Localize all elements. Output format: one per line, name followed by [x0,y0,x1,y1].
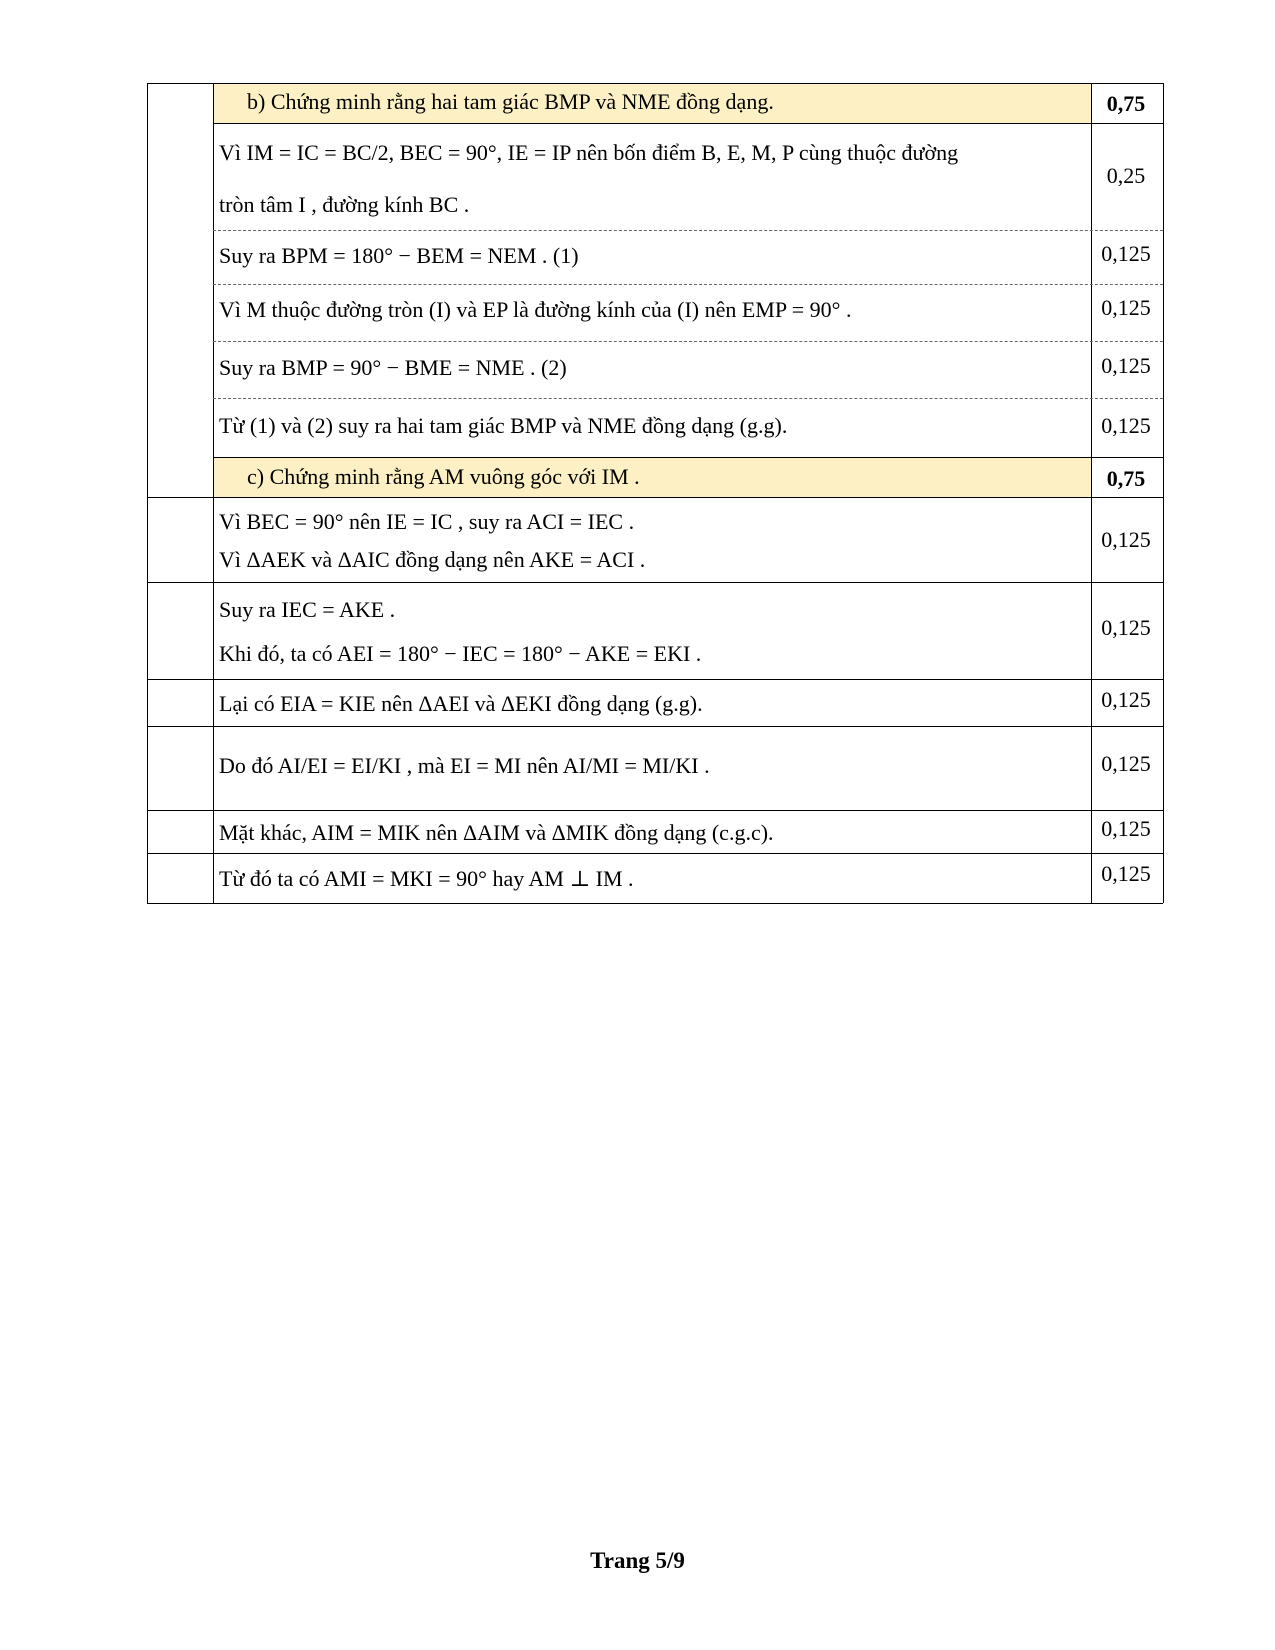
score-b-total: 0,75 [1106,91,1146,116]
step-c3: Lại có EIA = KIE nên ΔAEI và ΔEKI đồng dạng (g.g). [219,691,703,716]
part-b-heading: b) Chứng minh rằng hai tam giác BMP và NME đồng dạng. [247,89,774,114]
step-c2-line2: Khi đó, ta có AEI = 180° − IEC = 180° − AKE = EKI . [219,641,702,666]
step-b2: Suy ra BPM = 180° − BEM = NEM . (1) [219,243,579,268]
score-c2: 0,125 [1101,615,1151,640]
step-b1 [219,127,1087,231]
score-b1: 0,25 [1106,163,1146,188]
answer-table [147,83,1163,903]
page-number: Trang 5/9 [590,1548,685,1573]
score-b5: 0,125 [1101,413,1151,438]
step-c6: Từ đó ta có AMI = MKI = 90° hay AM ⊥ IM . [219,866,634,891]
step-b5: Từ (1) và (2) suy ra hai tam giác BMP và NME đồng dạng (g.g). [219,413,788,438]
score-c5: 0,125 [1101,816,1151,841]
score-c-total: 0,75 [1106,466,1146,491]
step-c1-line2: Vì ΔAEK và ΔAIC đồng dạng nên AKE = ACI . [219,547,646,572]
score-b2: 0,125 [1101,241,1151,266]
step-c5: Mặt khác, AIM = MIK nên ΔAIM và ΔMIK đồng dạng (c.g.c). [219,820,774,845]
score-c3: 0,125 [1101,687,1151,712]
step-c1 [219,503,1087,579]
step-b1-line1: Vì IM = IC = BC/2, BEC = 90°, IE = IP nên bốn điểm B, E, M, P cùng thuộc đường [219,140,959,165]
score-c4: 0,125 [1101,751,1151,776]
step-b1-line2: tròn tâm I , đường kính BC . [219,192,470,217]
part-c-heading: c) Chứng minh rằng AM vuông góc với IM . [247,464,640,489]
step-b4: Suy ra BMP = 90° − BME = NME . (2) [219,355,567,380]
step-c4: Do đó AI/EI = EI/KI , mà EI = MI nên AI/MI = MI/KI . [219,753,710,778]
step-c2 [219,588,1087,676]
score-b4: 0,125 [1101,353,1151,378]
step-c2-line1: Suy ra IEC = AKE . [219,597,396,622]
score-c6: 0,125 [1101,861,1151,886]
score-b3: 0,125 [1101,295,1151,320]
score-c1: 0,125 [1101,527,1151,552]
step-c1-line1: Vì BEC = 90° nên IE = IC , suy ra ACI = IEC . [219,509,635,534]
step-b3: Vì M thuộc đường tròn (I) và EP là đường kính của (I) nên EMP = 90° . [219,297,852,322]
